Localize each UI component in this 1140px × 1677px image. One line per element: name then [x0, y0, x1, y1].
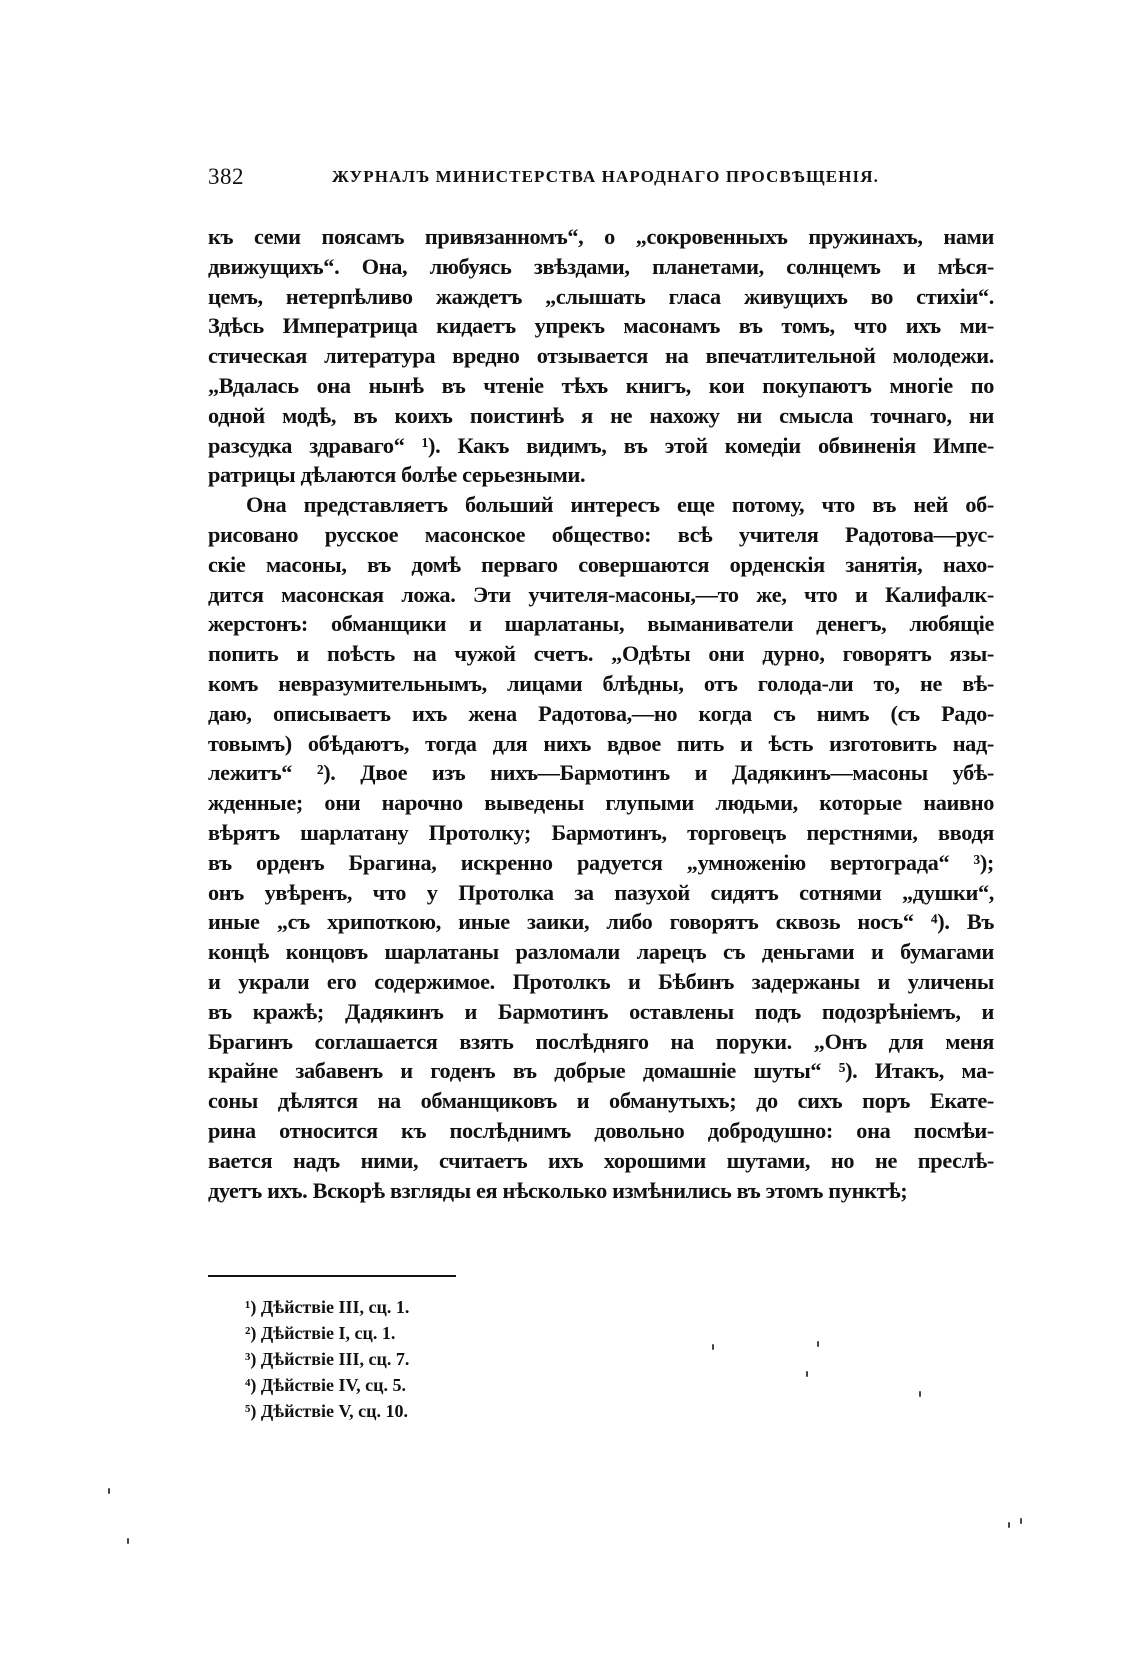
- text-line: лежитъ“ ²). Двое изъ нихъ—Бармотинъ и Дадякинъ—масоны убѣ-: [208, 760, 994, 786]
- text-line: Здѣсь Императрица кидаетъ упрекъ масонамъ въ томъ, что ихъ ми-: [208, 313, 994, 339]
- text-line: цемъ, нетерпѣливо жаждетъ „слышать гласа живущихъ во стихіи“.: [208, 283, 994, 309]
- scan-speck: [1008, 1522, 1010, 1528]
- text-line: иные „съ хрипоткою, иные заики, либо говорятъ сквозь носъ“ ⁴). Въ: [208, 909, 994, 935]
- text-line: рисовано русское масонское общество: всѣ учителя Радотова—рус-: [208, 521, 994, 547]
- text-line: вается надъ ними, считаетъ ихъ хорошими шутами, но не преслѣ-: [208, 1147, 994, 1173]
- text-line: ратрицы дѣлаются болѣе серьезными.: [208, 462, 586, 488]
- text-line: крайне забавенъ и годенъ въ добрые домашніе шуты“ ⁵). Итакъ, ма-: [208, 1058, 994, 1084]
- text-line: въ кражѣ; Дадякинъ и Бармотинъ оставлены подъ подозрѣніемъ, и: [208, 998, 994, 1024]
- text-line: „Вдалась она нынѣ въ чтеніе тѣхъ книгъ, кои покупаютъ многіе по: [208, 372, 994, 398]
- text-line: онъ увѣренъ, что у Протолка за пазухой сидятъ сотнями „душки“,: [208, 879, 994, 905]
- text-line: стическая литература вредно отзывается на впечатлительной молодежи.: [208, 343, 994, 369]
- text-line: разсудка здраваго“ ¹). Какъ видимъ, въ этой комедіи обвиненія Импе-: [208, 432, 994, 458]
- text-line: товымъ) обѣдаютъ, тогда для нихъ вдвое пить и ѣсть изготовить над-: [208, 730, 994, 756]
- text-line: жденные; они нарочно выведены глупыми людьми, которые наивно: [208, 790, 994, 816]
- page-header: [208, 164, 978, 196]
- text-line: соны дѣлятся на обманщиковъ и обманутыхъ; до сихъ поръ Екате-: [208, 1088, 994, 1114]
- footnote: ⁵) Дѣйствіе V, сц. 10.: [245, 1401, 409, 1421]
- text-line: дуетъ ихъ. Вскорѣ взгляды ея нѣсколько измѣнились въ этомъ пунктѣ;: [208, 1177, 908, 1203]
- text-line: движущихъ“. Она, любуясь звѣздами, планетами, солнцемъ и мѣся-: [208, 253, 994, 279]
- running-title: ЖУРНАЛЪ МИНИСТЕРСТВА НАРОДНАГО ПРОСВѢЩЕНІЯ.: [332, 167, 879, 186]
- footnotes: [245, 1294, 625, 1424]
- scan-speck: [919, 1391, 921, 1397]
- text-line: скіе масоны, въ домѣ перваго совершаются орденскія занятія, нахо-: [208, 551, 994, 577]
- text-line: жерстонъ: обманщики и шарлатаны, выманиватели денегъ, любящіе: [208, 611, 994, 637]
- footnote-divider: [208, 1275, 456, 1277]
- text-line: и украли его содержимое. Протолкъ и Бѣбинъ задержаны и уличены: [208, 968, 994, 994]
- text-line: къ семи поясамъ привязанномъ“, о „сокровенныхъ пружинахъ, нами: [208, 224, 994, 249]
- footnote: ³) Дѣйствіе III, сц. 7.: [245, 1349, 410, 1369]
- text-line: комъ невразумительнымъ, лицами блѣдны, отъ голода-ли то, не вѣ-: [208, 670, 994, 696]
- text-line: Она представляетъ больший интересъ еще потому, что въ ней об-: [246, 492, 994, 518]
- text-line: дится масонская ложа. Эти учителя-масоны,—то же, что и Калифалк-: [208, 581, 994, 607]
- text-line: одной модѣ, въ коихъ поистинѣ я не нахожу ни смысла точнаго, ни: [208, 402, 994, 428]
- scan-speck: [1020, 1518, 1022, 1524]
- text-line: даю, описываетъ ихъ жена Радотова,—но когда съ нимъ (съ Радо-: [208, 700, 994, 726]
- text-line: въ орденъ Брагина, искренно радуется „умноженію вертограда“ ³);: [208, 849, 994, 875]
- text-line: попить и поѣсть на чужой счетъ. „Одѣты они дурно, говорятъ язы-: [208, 641, 994, 667]
- text-line: концѣ концовъ шарлатаны разломали ларецъ съ деньгами и бумагами: [208, 939, 994, 965]
- text-line: рина относится къ послѣднимъ довольно добродушно: она посмѣи-: [208, 1117, 994, 1143]
- scan-speck: [127, 1538, 129, 1544]
- footnote: ¹) Дѣйствіе III, сц. 1.: [245, 1297, 410, 1317]
- scan-speck: [817, 1341, 819, 1347]
- body-text: [208, 222, 994, 1257]
- page-number: 382: [208, 164, 244, 189]
- footnote: ⁴) Дѣйствіе IV, сц. 5.: [245, 1375, 407, 1395]
- text-line: вѣрятъ шарлатану Протолку; Бармотинъ, торговецъ перстнями, вводя: [208, 819, 994, 845]
- scan-speck: [806, 1371, 808, 1377]
- text-line: Брагинъ соглашается взять послѣдняго на поруки. „Онъ для меня: [208, 1028, 994, 1054]
- scan-speck: [712, 1344, 714, 1350]
- scan-speck: [108, 1488, 110, 1494]
- footnote: ²) Дѣйствіе I, сц. 1.: [245, 1323, 396, 1343]
